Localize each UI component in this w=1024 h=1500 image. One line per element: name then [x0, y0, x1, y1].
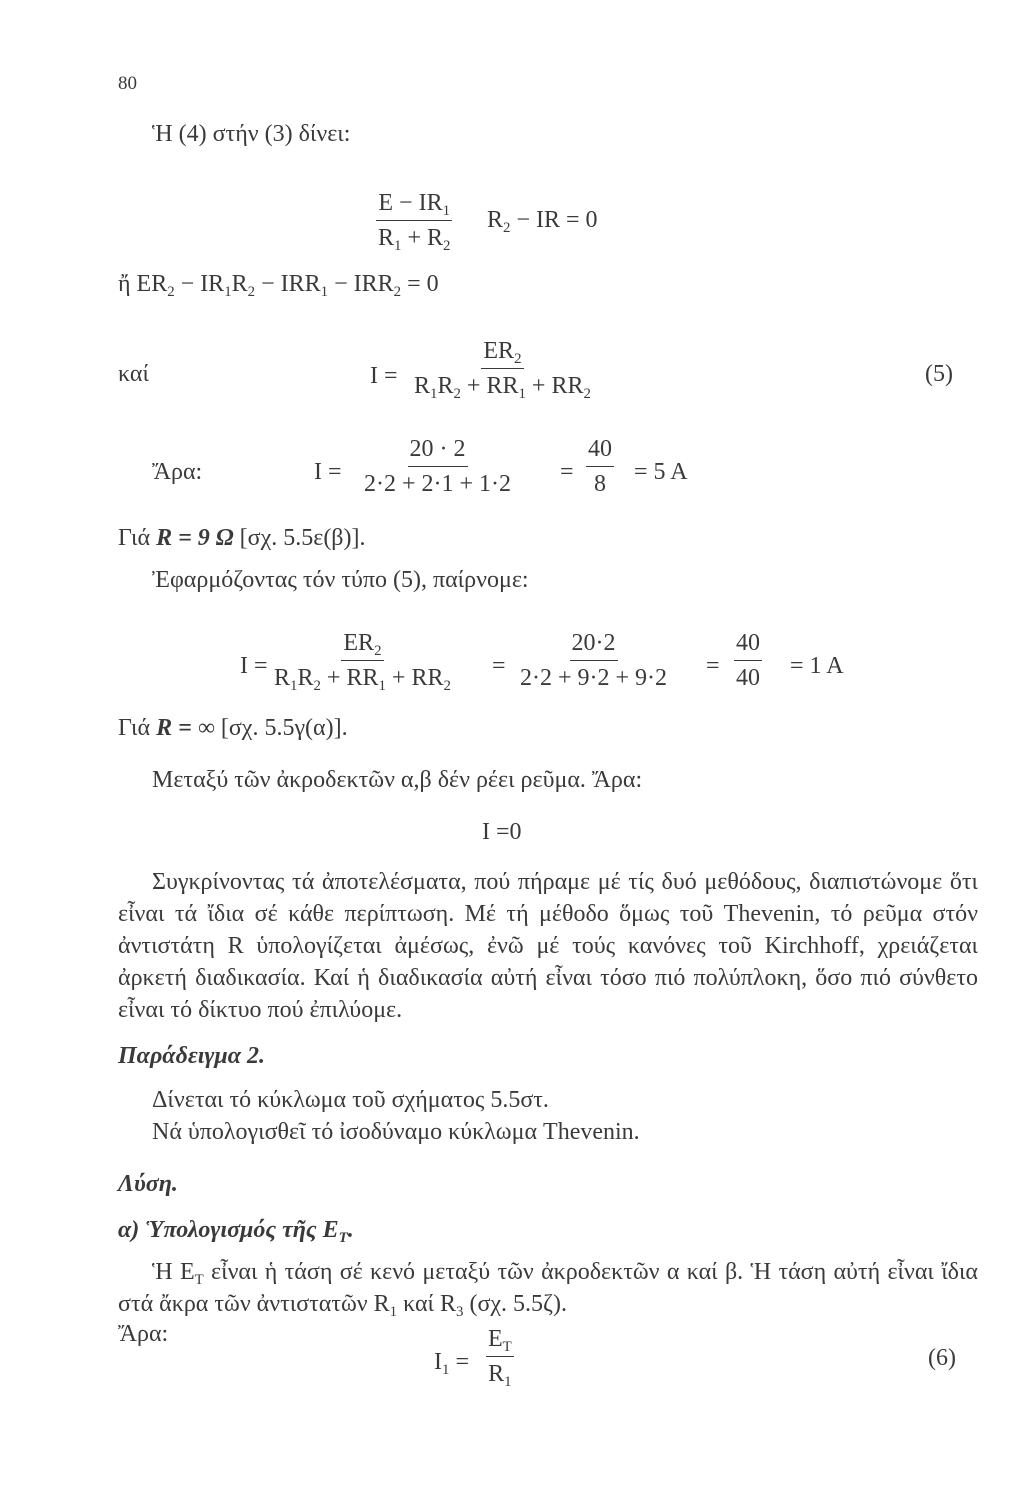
case-rinf-prefix: Γιά: [118, 715, 151, 741]
eq5-equals-2: =: [706, 653, 720, 679]
ara-line: Ἄρα:: [118, 1321, 169, 1347]
eq4-fraction-2: [586, 436, 614, 498]
eq5-result: = 1 A: [790, 653, 844, 679]
case-rinf: [118, 716, 348, 740]
eq4-lhs: I =: [314, 459, 342, 485]
eq4-denominator-2: 8: [594, 471, 606, 498]
solution-heading: Λύση.: [118, 1171, 178, 1197]
eq5-equals-1: =: [492, 653, 506, 679]
eq6-numerator: $E_T$: [486, 1326, 514, 1357]
eq3-label: (5): [925, 361, 953, 387]
eq5-denominator-3: 40: [736, 665, 760, 692]
case-rinf-ref: [σχ. 5.5γ(α)].: [220, 715, 348, 741]
comparison-paragraph: Συγκρίνοντας τά ἀποτελέσματα, πού πήραμε μέ τίς δυό μεθόδους, διαπιστώνομε ὅτι εἶναι τά ἴδια σέ κάθε περίπτωση. Μέ τή μέθοδο ὅμως τοῦ Thevenin, τό ρεῦμα στόν ἀντιστάτη R ὑπολογίζεται ἀμέσως, ἐνῶ μέ τούς κανόνες τοῦ Kirchhoff, χρειάζεται ἀρκετή διαδικασία. Καί ἡ διαδικασία αὐτή εἶναι τόσο πιό πολύπλοκη, ὅσο πιό σύνθετο εἶναι τό δίκτυο πού ἐπιλύομε.: [118, 869, 978, 1023]
page-number: 80: [118, 73, 137, 94]
no-current-line: Μεταξύ τῶν ἀκροδεκτῶν α,β δέν ρέει ρεῦμα. Ἄρα:: [152, 767, 643, 793]
eq4-lead: Ἄρα:: [152, 459, 203, 485]
eq4-fraction-1: [362, 436, 513, 498]
eq5-fraction-3: [734, 630, 762, 692]
eq4-equals: =: [560, 459, 574, 485]
eq5-fraction-1: [272, 630, 453, 695]
eq4-result: = 5 A: [634, 459, 688, 485]
eq1-numerator: $E - IR_1$: [376, 190, 452, 221]
i-zero: I =0: [482, 819, 522, 845]
eq6-fraction: [486, 1326, 514, 1391]
example-line-1: Δίνεται τό κύκλωμα τοῦ σχήματος 5.5στ.: [152, 1087, 549, 1113]
eq1-denominator: $R_1 + R_2$: [378, 225, 451, 255]
eq2: ἤ $ER_2 - IR_1R_2 - IRR_1 - IRR_2 = 0$: [118, 271, 439, 301]
case-rinf-variable: R = ∞: [156, 715, 215, 741]
eq3-lead: καί: [118, 361, 149, 387]
eq4-numerator-2: 40: [586, 436, 614, 467]
case-r9-prefix: Γιά: [118, 525, 151, 551]
eq6-denominator: $R_1$: [488, 1361, 512, 1391]
eq3-denominator: $R_1R_2 + RR_1 + RR_2$: [414, 373, 591, 403]
eq4-denominator-1: 2·2 + 2·1 + 1·2: [364, 471, 512, 498]
et-paragraph: Ἡ $E_T$ εἶναι ἡ τάση σέ κενό μεταξύ τῶν ἀκροδεκτῶν α καί β. Ἡ τάση αὐτή εἶναι ἴδια στά ἄκρα τῶν ἀντιστατῶν $R_1$ καί $R_3$ (σχ. 5.5ζ).: [118, 1259, 978, 1321]
eq1-rest: $R_2$ − IR = 0: [487, 207, 598, 237]
eq1-fraction: [376, 190, 452, 255]
eq3-lhs: I =: [370, 363, 398, 389]
intro-line: Ἡ (4) στήν (3) δίνει:: [152, 121, 351, 147]
eq5-numerator-3: 40: [734, 630, 762, 661]
eq6-lhs: $I_1$ =: [434, 1349, 469, 1379]
example-line-2: Νά ὑπολογισθεῖ τό ἰσοδύναμο κύκλωμα Thevenin.: [152, 1119, 640, 1145]
eq3-fraction: [412, 338, 593, 403]
eq5-denominator-1: $R_1R_2 + RR_1 + RR_2$: [274, 665, 451, 695]
sub-heading: α) Ὑπολογισμός τῆς $E_T$.: [118, 1217, 354, 1247]
eq5-fraction-2: [518, 630, 669, 692]
eq3-numerator: $ER_2$: [481, 338, 523, 369]
eq4-numerator-1: 20 · 2: [408, 436, 468, 467]
eq5-numerator-1: $ER_2$: [341, 630, 383, 661]
applying-line: Ἐφαρμόζοντας τόν τύπο (5), παίρνομε:: [152, 567, 529, 593]
eq5-lhs: I =: [240, 653, 268, 679]
eq5-denominator-2: 2·2 + 9·2 + 9·2: [520, 665, 668, 692]
example-heading: Παράδειγμα 2.: [118, 1043, 265, 1069]
case-r9-ref: [σχ. 5.5ε(β)].: [239, 525, 366, 551]
case-r9-variable: R = 9 Ω: [156, 525, 234, 551]
case-r9: [118, 526, 366, 550]
eq6-label: (6): [928, 1345, 956, 1371]
eq5-numerator-2: 20·2: [570, 630, 618, 661]
